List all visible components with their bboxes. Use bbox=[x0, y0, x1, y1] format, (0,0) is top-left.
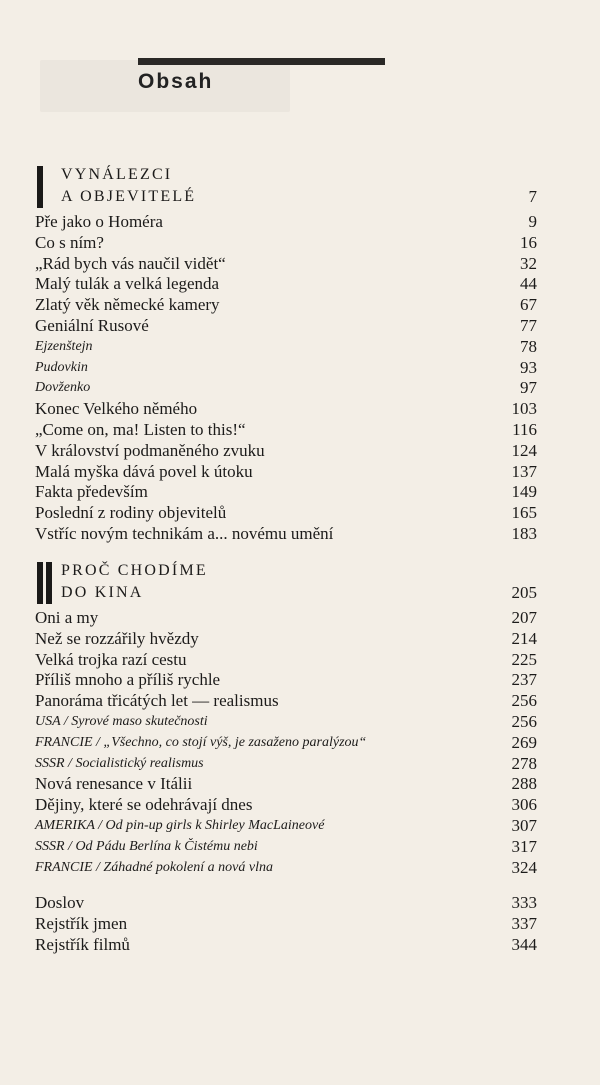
entry-title: Poslední z rodiny objevitelů bbox=[35, 503, 227, 523]
appendix-entries bbox=[35, 893, 537, 955]
entry-page: 317 bbox=[511, 836, 537, 856]
entry-title: Nová renesance v Itálii bbox=[35, 774, 193, 794]
toc-entry[interactable] bbox=[35, 670, 537, 691]
section-heading-line: A OBJEVITELÉ bbox=[61, 188, 197, 205]
toc-entry[interactable] bbox=[35, 774, 537, 795]
toc-entry[interactable] bbox=[35, 274, 537, 295]
entry-title: SSSR / Socialistický realismus bbox=[35, 755, 204, 771]
toc-entry[interactable] bbox=[35, 858, 537, 879]
toc-entry[interactable] bbox=[35, 608, 537, 629]
section-heading-page: 205 bbox=[511, 583, 537, 602]
toc-entry[interactable] bbox=[35, 935, 537, 956]
entry-page: 44 bbox=[520, 274, 537, 294]
entry-page: 149 bbox=[511, 482, 537, 502]
entry-page: 256 bbox=[511, 691, 537, 711]
entry-page: 288 bbox=[511, 774, 537, 794]
entry-title: Ejzenštejn bbox=[35, 338, 93, 354]
entry-page: 183 bbox=[511, 523, 537, 543]
entry-page: 16 bbox=[520, 232, 537, 252]
toc-entry[interactable] bbox=[35, 629, 537, 650]
entry-title: Zlatý věk německé kamery bbox=[35, 295, 220, 315]
toc-entry[interactable] bbox=[35, 837, 537, 858]
toc-entry[interactable] bbox=[35, 712, 537, 733]
entry-page: 67 bbox=[520, 295, 537, 315]
entry-page: 307 bbox=[511, 815, 537, 835]
toc-entry[interactable] bbox=[35, 295, 537, 316]
toc-entry[interactable] bbox=[35, 441, 537, 462]
entry-title: USA / Syrové maso skutečnosti bbox=[35, 713, 208, 729]
entry-page: 324 bbox=[511, 857, 537, 877]
entry-page: 103 bbox=[511, 399, 537, 419]
entry-title: Příliš mnoho a příliš rychle bbox=[35, 670, 221, 690]
toc-entry[interactable] bbox=[35, 503, 537, 524]
section-heading-line: VYNÁLEZCI bbox=[61, 166, 173, 183]
toc-entry[interactable] bbox=[35, 482, 537, 503]
page-title: Obsah bbox=[138, 70, 214, 93]
entry-title: Rejstřík filmů bbox=[35, 934, 130, 954]
entry-page: 9 bbox=[528, 212, 537, 231]
section-1-entries bbox=[35, 212, 537, 545]
toc-entry[interactable] bbox=[35, 733, 537, 754]
section-heading-1 bbox=[35, 166, 537, 210]
entry-page: 137 bbox=[511, 461, 537, 481]
entry-page: 278 bbox=[511, 753, 537, 773]
entry-page: 93 bbox=[520, 357, 537, 377]
entry-title: Oni a my bbox=[35, 608, 99, 627]
entry-page: 337 bbox=[511, 913, 537, 933]
entry-page: 78 bbox=[520, 336, 537, 356]
toc-entry[interactable] bbox=[35, 691, 537, 712]
entry-title: Konec Velkého němého bbox=[35, 399, 198, 419]
entry-page: 77 bbox=[520, 315, 537, 335]
entry-page: 124 bbox=[511, 440, 537, 460]
entry-title: „Come on, ma! Listen to this!“ bbox=[35, 419, 246, 439]
toc-entry[interactable] bbox=[35, 893, 537, 914]
section-heading-page: 7 bbox=[528, 187, 537, 206]
toc-entry[interactable] bbox=[35, 254, 537, 275]
toc-entry[interactable] bbox=[35, 462, 537, 483]
entry-title: V království podmaněného zvuku bbox=[35, 440, 265, 460]
toc-entry[interactable] bbox=[35, 650, 537, 671]
section-heading-line: DO KINA bbox=[61, 584, 144, 601]
entry-title: Rejstřík jmen bbox=[35, 913, 128, 933]
entry-page: 207 bbox=[511, 608, 537, 627]
toc-entry[interactable] bbox=[35, 524, 537, 545]
entry-title: Velká trojka razí cestu bbox=[35, 649, 187, 669]
toc-entry[interactable] bbox=[35, 337, 537, 358]
toc-entry[interactable] bbox=[35, 316, 537, 337]
toc-entry[interactable] bbox=[35, 378, 537, 399]
entry-title: Malý tulák a velká legenda bbox=[35, 274, 220, 294]
entry-title: Panoráma třicátých let — realismus bbox=[35, 691, 279, 711]
entry-title: Dějiny, které se odehrávají dnes bbox=[35, 795, 253, 815]
entry-page: 165 bbox=[511, 503, 537, 523]
entry-page: 237 bbox=[511, 670, 537, 690]
entry-title: Doslov bbox=[35, 893, 85, 912]
toc-entry[interactable] bbox=[35, 754, 537, 775]
entry-page: 214 bbox=[511, 628, 537, 648]
entry-page: 269 bbox=[511, 732, 537, 752]
section-2-entries bbox=[35, 608, 537, 878]
entry-title: Pudovkin bbox=[35, 359, 88, 375]
entry-title: Dovženko bbox=[35, 380, 91, 396]
entry-title: FRANCIE / „Všechno, co stojí výš, je zasaženo paralýzou“ bbox=[35, 734, 367, 750]
entry-title: Malá myška dává povel k útoku bbox=[35, 461, 253, 481]
toc-entry[interactable] bbox=[35, 795, 537, 816]
toc-entry[interactable] bbox=[35, 816, 537, 837]
entry-page: 344 bbox=[511, 934, 537, 954]
toc-entry[interactable] bbox=[35, 233, 537, 254]
toc-entry[interactable] bbox=[35, 358, 537, 379]
entry-title: Pře jako o Homéra bbox=[35, 212, 163, 231]
toc-entry[interactable] bbox=[35, 420, 537, 441]
entry-title: AMERIKA / Od pin-up girls k Shirley MacLaineové bbox=[35, 817, 325, 833]
entry-title: Vstříc novým technikám a... novému umění bbox=[35, 523, 334, 543]
entry-page: 306 bbox=[511, 795, 537, 815]
section-heading-line: PROČ CHODÍME bbox=[61, 562, 208, 579]
entry-title: SSSR / Od Pádu Berlína k Čistému nebi bbox=[35, 838, 258, 854]
entry-page: 116 bbox=[512, 419, 537, 439]
entry-title: Fakta především bbox=[35, 482, 148, 502]
toc-entry[interactable] bbox=[35, 212, 537, 233]
entry-title: FRANCIE / Záhadné pokolení a nová vlna bbox=[35, 859, 273, 875]
entry-page: 32 bbox=[520, 253, 537, 273]
entry-title: Geniální Rusové bbox=[35, 315, 149, 335]
header-rule bbox=[138, 58, 385, 65]
toc-entry[interactable] bbox=[35, 399, 537, 420]
entry-page: 256 bbox=[511, 711, 537, 731]
entry-title: „Rád bych vás naučil vidět“ bbox=[35, 253, 226, 273]
entry-page: 225 bbox=[511, 649, 537, 669]
entry-title: Co s ním? bbox=[35, 232, 104, 252]
toc-entry[interactable] bbox=[35, 914, 537, 935]
entry-page: 97 bbox=[520, 378, 537, 398]
entry-page: 333 bbox=[511, 893, 537, 912]
entry-title: Než se rozzářily hvězdy bbox=[35, 628, 199, 648]
section-heading-2 bbox=[35, 562, 537, 606]
